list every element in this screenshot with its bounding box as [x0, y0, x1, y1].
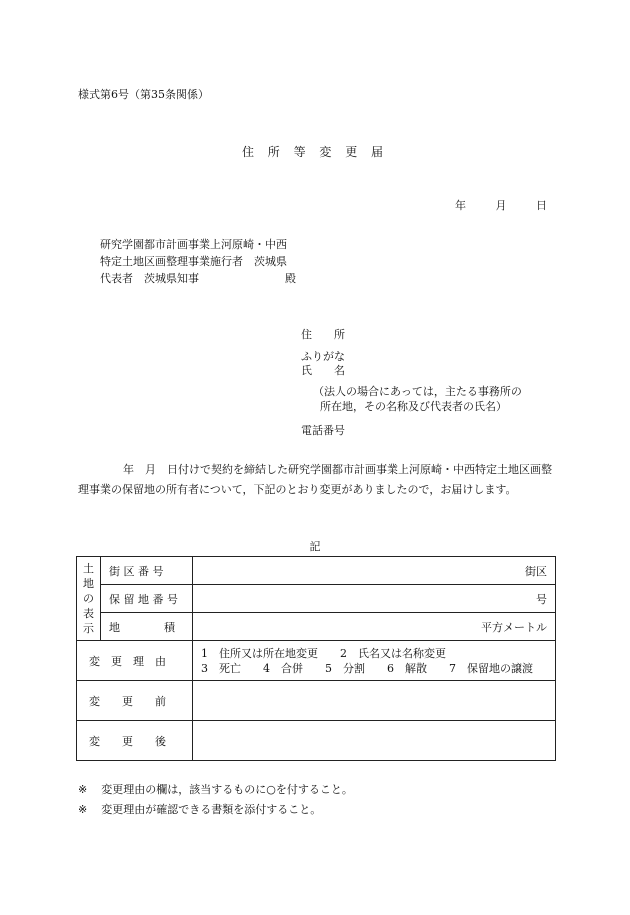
land-header-char: 表	[83, 607, 94, 620]
addressee-line-1: 研究学園都市計画事業上河原崎・中西	[100, 238, 287, 251]
land-display-header	[77, 557, 101, 641]
addressee-line-3: 代表者 茨城県知事	[100, 272, 199, 285]
document-title: 住 所 等 変 更 届	[241, 145, 389, 159]
note-2	[78, 801, 321, 817]
note-1	[78, 781, 353, 797]
date-month: 月	[495, 199, 507, 212]
land-header-char: 土	[83, 562, 94, 575]
area-field[interactable]	[193, 613, 556, 641]
change-form-table	[76, 556, 556, 761]
table-row-area	[77, 613, 556, 641]
block-number-unit: 街区	[525, 564, 547, 578]
table-row-reason	[77, 641, 556, 681]
before-change-field[interactable]	[193, 681, 556, 721]
filer-name-label: 氏 名	[301, 364, 345, 377]
date-day: 日	[536, 199, 547, 212]
after-change-field[interactable]	[193, 721, 556, 761]
table-row-after	[77, 721, 556, 761]
filer-note-line-2: 所在地，その名称及び代表者の氏名）	[320, 400, 507, 413]
block-number-field[interactable]	[193, 557, 556, 585]
filer-phone-label: 電話番号	[301, 424, 345, 437]
change-reason-field[interactable]	[193, 641, 556, 681]
reason-options-line-1: 1 住所又は所在地変更 2 氏名又は名称変更	[201, 646, 446, 660]
change-reason-label: 変 更 理 由	[77, 641, 193, 681]
ki-heading: 記	[309, 540, 321, 553]
land-header-char: 示	[83, 622, 94, 635]
area-unit: 平方メートル	[481, 620, 547, 634]
form-number: 様式第6号（第35条関係）	[78, 88, 209, 101]
addressee-honorific: 殿	[285, 272, 296, 285]
date-year: 年	[455, 199, 466, 212]
reserved-land-number-unit: 号	[536, 592, 547, 606]
reserved-land-number-label: 保 留 地 番 号	[101, 585, 193, 613]
filer-furigana-label: ふりがな	[301, 350, 345, 363]
date-line	[455, 197, 547, 213]
filer-note-line-1: （法人の場合にあっては，主たる事務所の	[313, 385, 522, 398]
before-change-label: 変 更 前	[77, 681, 193, 721]
note-mark: ※	[78, 783, 88, 796]
area-label: 地 積	[101, 613, 193, 641]
addressee-line-2: 特定土地区画整理事業施行者 茨城県	[100, 255, 287, 268]
filer-address-label: 住 所	[301, 328, 345, 341]
block-number-label: 街 区 番 号	[101, 557, 193, 585]
after-change-label: 変 更 後	[77, 721, 193, 761]
table-row-block-number	[77, 557, 556, 585]
note-mark: ※	[78, 803, 88, 816]
body-paragraph: 年 月 日付けで契約を締結した研究学園都市計画事業上河原崎・中西特定土地区画整理事業の保留地の所有者について，下記のとおり変更がありましたので，お届けします。	[78, 463, 552, 496]
table-row-reserved-land	[77, 585, 556, 613]
land-header-char: の	[83, 592, 94, 605]
note-text: 変更理由が確認できる書類を添付すること。	[101, 803, 322, 816]
note-text: 変更理由の欄は，該当するものに○を付すること。	[101, 783, 353, 796]
table-row-before	[77, 681, 556, 721]
reserved-land-number-field[interactable]	[193, 585, 556, 613]
reason-options-line-2: 3 死亡 4 合併 5 分割 6 解散 7 保留地の譲渡	[201, 661, 533, 675]
land-header-char: 地	[83, 577, 94, 590]
